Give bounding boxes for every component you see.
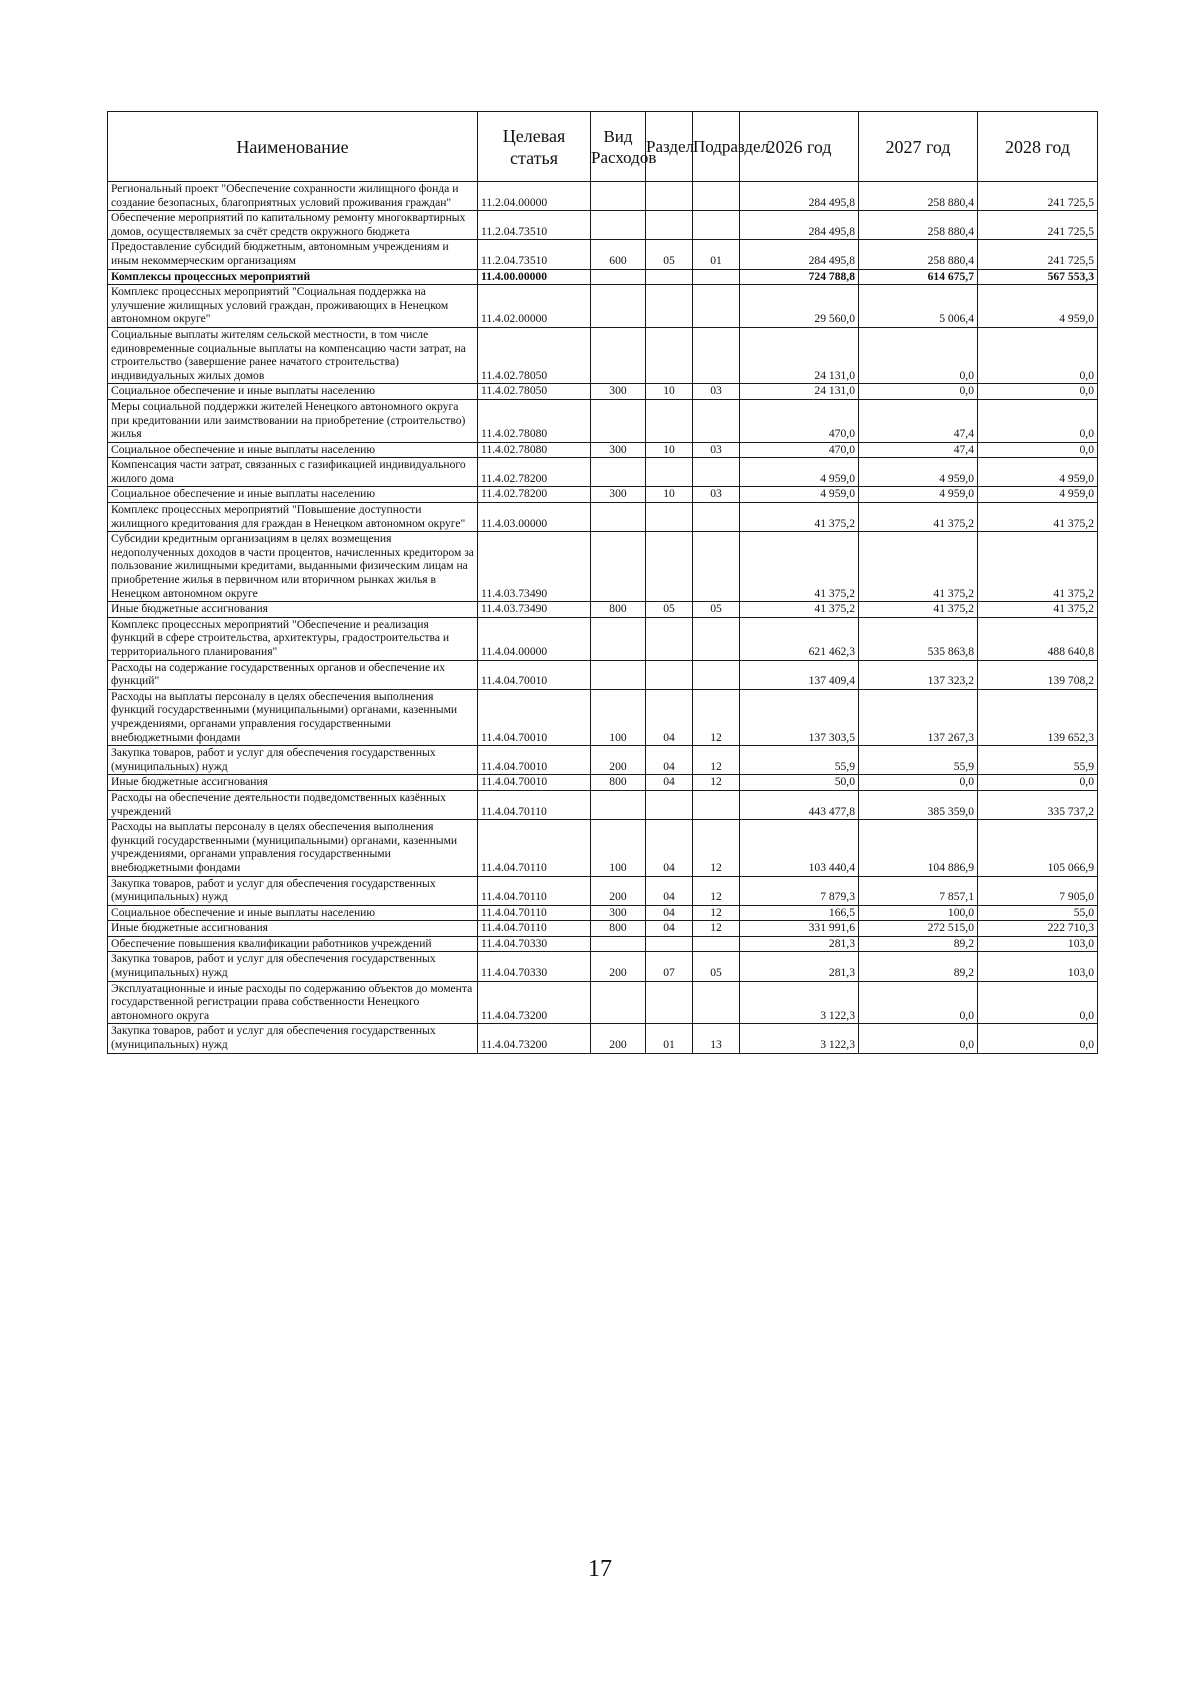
row-value-2027-cell: 5 006,4 [859,285,978,328]
header-2026: 2026 год [740,112,859,182]
table-row [108,905,1098,921]
row-target-article-cell: 11.4.03.00000 [478,503,591,532]
row-value-2028-cell: 7 905,0 [978,876,1098,905]
row-section-cell [646,790,693,819]
row-name-cell: Социальное обеспечение и иные выплаты населению [108,487,478,503]
row-value-2027-cell: 41 375,2 [859,602,978,618]
header-subsection: Подраздел [693,112,740,182]
row-expense-type-cell [591,285,646,328]
row-target-article-cell: 11.4.04.70110 [478,820,591,876]
row-target-article-cell: 11.4.02.00000 [478,285,591,328]
row-value-2026-cell: 41 375,2 [740,602,859,618]
row-value-2028-cell: 488 640,8 [978,617,1098,660]
row-value-2026-cell: 284 495,8 [740,240,859,269]
row-subsection-cell: 12 [693,905,740,921]
table-body [108,182,1098,1054]
row-value-2026-cell: 50,0 [740,775,859,791]
header-row [108,112,1098,182]
row-value-2027-cell: 272 515,0 [859,921,978,937]
row-value-2028-cell: 103,0 [978,936,1098,952]
row-subsection-cell [693,327,740,383]
header-2028: 2028 год [978,112,1098,182]
row-value-2027-cell: 0,0 [859,1024,978,1053]
row-value-2026-cell: 470,0 [740,399,859,442]
row-value-2026-cell: 41 375,2 [740,503,859,532]
row-target-article-cell: 11.4.03.73490 [478,602,591,618]
row-section-cell: 10 [646,442,693,458]
row-expense-type-cell [591,182,646,211]
row-target-article-cell: 11.2.04.73510 [478,240,591,269]
row-target-article-cell: 11.4.02.78050 [478,327,591,383]
row-name-cell: Иные бюджетные ассигнования [108,921,478,937]
row-value-2027-cell: 47,4 [859,442,978,458]
row-name-cell: Предоставление субсидий бюджетным, автономным учреждениям и иным некоммерческим организациям [108,240,478,269]
row-value-2026-cell: 41 375,2 [740,532,859,602]
row-expense-type-cell: 200 [591,1024,646,1053]
row-value-2026-cell: 3 122,3 [740,1024,859,1053]
table-row [108,285,1098,328]
row-section-cell [646,182,693,211]
row-value-2028-cell: 55,9 [978,746,1098,775]
row-subsection-cell [693,936,740,952]
row-section-cell: 07 [646,952,693,981]
row-value-2026-cell: 284 495,8 [740,211,859,240]
row-value-2027-cell: 614 675,7 [859,269,978,285]
table-row [108,981,1098,1024]
row-value-2028-cell: 4 959,0 [978,285,1098,328]
row-expense-type-cell: 800 [591,921,646,937]
table-row [108,876,1098,905]
row-value-2027-cell: 55,9 [859,746,978,775]
row-expense-type-cell: 100 [591,689,646,745]
row-section-cell [646,617,693,660]
row-section-cell [646,399,693,442]
row-name-cell: Иные бюджетные ассигнования [108,602,478,618]
row-subsection-cell: 12 [693,921,740,937]
row-value-2028-cell: 0,0 [978,384,1098,400]
row-expense-type-cell [591,936,646,952]
table-row [108,384,1098,400]
row-section-cell: 10 [646,487,693,503]
row-value-2027-cell: 41 375,2 [859,532,978,602]
row-subsection-cell [693,269,740,285]
table-row [108,617,1098,660]
row-target-article-cell: 11.4.00.00000 [478,269,591,285]
row-value-2026-cell: 7 879,3 [740,876,859,905]
row-name-cell: Меры социальной поддержки жителей Ненецкого автономного округа при кредитовании или заимствовании на приобретение (строительство) жилья [108,399,478,442]
row-name-cell: Компенсация части затрат, связанных с газификацией индивидуального жилого дома [108,458,478,487]
row-expense-type-cell: 800 [591,775,646,791]
table-row [108,820,1098,876]
table-row [108,442,1098,458]
row-value-2027-cell: 137 323,2 [859,660,978,689]
row-target-article-cell: 11.4.02.78080 [478,399,591,442]
row-target-article-cell: 11.4.04.70010 [478,689,591,745]
row-value-2028-cell: 0,0 [978,399,1098,442]
row-subsection-cell [693,458,740,487]
row-subsection-cell: 01 [693,240,740,269]
row-subsection-cell: 13 [693,1024,740,1053]
row-expense-type-cell: 100 [591,820,646,876]
header-expense-type: Вид Расходов [591,112,646,182]
row-expense-type-cell: 300 [591,905,646,921]
row-section-cell: 04 [646,876,693,905]
row-value-2026-cell: 470,0 [740,442,859,458]
row-section-cell [646,660,693,689]
row-name-cell: Комплекс процессных мероприятий "Повышение доступности жилищного кредитования для граждан в Ненецком автономном округе" [108,503,478,532]
row-name-cell: Региональный проект "Обеспечение сохранности жилищного фонда и создание безопасных, благоприятных условий проживания граждан" [108,182,478,211]
row-subsection-cell: 12 [693,746,740,775]
row-value-2027-cell: 89,2 [859,952,978,981]
row-expense-type-cell: 200 [591,952,646,981]
row-value-2028-cell: 41 375,2 [978,532,1098,602]
row-target-article-cell: 11.4.02.78200 [478,487,591,503]
row-subsection-cell [693,617,740,660]
row-target-article-cell: 11.2.04.73510 [478,211,591,240]
row-subsection-cell [693,981,740,1024]
row-name-cell: Субсидии кредитным организациям в целях возмещения недополученных доходов в части процентов, начисленных кредитором за пользование жилищными кредитами, выданными физическим лицам на приобретение жилья в первичном или вторичном рынках жилья в Ненецком автономном округе [108,532,478,602]
row-name-cell: Закупка товаров, работ и услуг для обеспечения государственных (муниципальных) нужд [108,1024,478,1053]
row-section-cell: 05 [646,240,693,269]
table-row [108,952,1098,981]
row-target-article-cell: 11.2.04.00000 [478,182,591,211]
row-name-cell: Расходы на содержание государственных органов и обеспечение их функций" [108,660,478,689]
row-value-2027-cell: 258 880,4 [859,240,978,269]
row-value-2026-cell: 166,5 [740,905,859,921]
row-value-2028-cell: 0,0 [978,981,1098,1024]
row-expense-type-cell: 300 [591,487,646,503]
row-value-2026-cell: 24 131,0 [740,327,859,383]
row-name-cell: Социальное обеспечение и иные выплаты населению [108,384,478,400]
page-number: 17 [588,1556,612,1582]
row-target-article-cell: 11.4.04.73200 [478,981,591,1024]
budget-table [107,111,1098,1054]
row-section-cell [646,269,693,285]
row-value-2027-cell: 385 359,0 [859,790,978,819]
row-name-cell: Закупка товаров, работ и услуг для обеспечения государственных (муниципальных) нужд [108,952,478,981]
row-value-2028-cell: 0,0 [978,442,1098,458]
row-section-cell [646,327,693,383]
row-subsection-cell [693,660,740,689]
row-value-2027-cell: 535 863,8 [859,617,978,660]
row-value-2028-cell: 0,0 [978,1024,1098,1053]
row-value-2028-cell: 139 708,2 [978,660,1098,689]
row-value-2028-cell: 41 375,2 [978,503,1098,532]
row-value-2026-cell: 443 477,8 [740,790,859,819]
table-row [108,269,1098,285]
row-value-2026-cell: 137 409,4 [740,660,859,689]
row-value-2028-cell: 241 725,5 [978,240,1098,269]
row-subsection-cell [693,211,740,240]
row-name-cell: Иные бюджетные ассигнования [108,775,478,791]
row-target-article-cell: 11.4.02.78200 [478,458,591,487]
header-target-article: Целевая статья [478,112,591,182]
row-section-cell [646,458,693,487]
row-expense-type-cell: 200 [591,876,646,905]
row-subsection-cell: 12 [693,876,740,905]
row-subsection-cell: 12 [693,689,740,745]
row-value-2028-cell: 139 652,3 [978,689,1098,745]
row-name-cell: Расходы на выплаты персоналу в целях обеспечения выполнения функций государственными (муниципальными) органами, казенными учреждениями, органами управления государственными внебюджетными фондами [108,689,478,745]
row-value-2026-cell: 331 991,6 [740,921,859,937]
row-name-cell: Социальные выплаты жителям сельской местности, в том числе единовременные социальные выплаты на компенсацию части затрат, на строительство (завершение ранее начатого строительства) индивидуальных жилых домов [108,327,478,383]
row-subsection-cell: 03 [693,487,740,503]
table-row [108,458,1098,487]
row-section-cell: 04 [646,921,693,937]
row-value-2026-cell: 137 303,5 [740,689,859,745]
row-target-article-cell: 11.4.04.70110 [478,790,591,819]
row-subsection-cell [693,790,740,819]
header-2027: 2027 год [859,112,978,182]
row-section-cell [646,285,693,328]
row-expense-type-cell [591,790,646,819]
row-expense-type-cell [591,660,646,689]
row-value-2027-cell: 0,0 [859,327,978,383]
row-value-2027-cell: 89,2 [859,936,978,952]
table-row [108,936,1098,952]
row-value-2026-cell: 55,9 [740,746,859,775]
row-value-2028-cell: 105 066,9 [978,820,1098,876]
table-row [108,503,1098,532]
row-value-2027-cell: 4 959,0 [859,487,978,503]
row-expense-type-cell: 600 [591,240,646,269]
header-section: Раздел [646,112,693,182]
row-name-cell: Социальное обеспечение и иные выплаты населению [108,442,478,458]
row-name-cell: Социальное обеспечение и иные выплаты населению [108,905,478,921]
row-target-article-cell: 11.4.04.00000 [478,617,591,660]
row-target-article-cell: 11.4.02.78080 [478,442,591,458]
row-value-2026-cell: 29 560,0 [740,285,859,328]
row-subsection-cell: 03 [693,384,740,400]
row-value-2028-cell: 222 710,3 [978,921,1098,937]
row-target-article-cell: 11.4.02.78050 [478,384,591,400]
row-expense-type-cell [591,399,646,442]
row-name-cell: Эксплуатационные и иные расходы по содержанию объектов до момента государственной регистрации права собственности Ненецкого автономного округа [108,981,478,1024]
table-row [108,1024,1098,1053]
table-row [108,660,1098,689]
row-expense-type-cell [591,269,646,285]
row-section-cell [646,981,693,1024]
row-value-2026-cell: 4 959,0 [740,487,859,503]
row-value-2027-cell: 0,0 [859,384,978,400]
row-section-cell: 04 [646,689,693,745]
row-target-article-cell: 11.4.03.73490 [478,532,591,602]
row-section-cell: 05 [646,602,693,618]
row-name-cell: Обеспечение повышения квалификации работников учреждений [108,936,478,952]
row-subsection-cell [693,182,740,211]
row-target-article-cell: 11.4.04.70330 [478,936,591,952]
row-value-2028-cell: 0,0 [978,327,1098,383]
row-section-cell: 04 [646,905,693,921]
row-value-2027-cell: 0,0 [859,775,978,791]
row-value-2026-cell: 3 122,3 [740,981,859,1024]
row-value-2026-cell: 4 959,0 [740,458,859,487]
header-name: Наименование [108,112,478,182]
row-expense-type-cell [591,327,646,383]
row-target-article-cell: 11.4.04.70330 [478,952,591,981]
row-subsection-cell [693,399,740,442]
row-name-cell: Расходы на обеспечение деятельности подведомственных казённых учреждений [108,790,478,819]
row-section-cell [646,211,693,240]
row-target-article-cell: 11.4.04.70010 [478,660,591,689]
row-section-cell [646,936,693,952]
table-row [108,689,1098,745]
row-value-2028-cell: 241 725,5 [978,182,1098,211]
row-expense-type-cell [591,532,646,602]
row-name-cell: Расходы на выплаты персоналу в целях обеспечения выполнения функций государственными (муниципальными) органами, казенными учреждениями, органами управления государственными внебюджетными фондами [108,820,478,876]
row-value-2028-cell: 103,0 [978,952,1098,981]
row-name-cell: Обеспечение мероприятий по капитальному ремонту многоквартирных домов, осуществляемых за счёт средств окружного бюджета [108,211,478,240]
row-value-2028-cell: 4 959,0 [978,458,1098,487]
row-section-cell [646,532,693,602]
row-target-article-cell: 11.4.04.73200 [478,1024,591,1053]
row-value-2028-cell: 0,0 [978,775,1098,791]
row-value-2028-cell: 4 959,0 [978,487,1098,503]
table-row [108,399,1098,442]
row-expense-type-cell: 200 [591,746,646,775]
table-row [108,746,1098,775]
table-row [108,211,1098,240]
row-subsection-cell: 12 [693,820,740,876]
row-section-cell: 10 [646,384,693,400]
row-value-2027-cell: 258 880,4 [859,211,978,240]
row-value-2026-cell: 281,3 [740,936,859,952]
row-value-2028-cell: 241 725,5 [978,211,1098,240]
row-expense-type-cell: 300 [591,384,646,400]
row-section-cell: 04 [646,746,693,775]
row-subsection-cell: 03 [693,442,740,458]
table-row [108,921,1098,937]
row-name-cell: Закупка товаров, работ и услуг для обеспечения государственных (муниципальных) нужд [108,876,478,905]
row-value-2027-cell: 137 267,3 [859,689,978,745]
row-value-2026-cell: 621 462,3 [740,617,859,660]
row-name-cell: Комплекс процессных мероприятий "Социальная поддержка на улучшение жилищных условий граждан, проживающих в Ненецком автономном округе" [108,285,478,328]
row-value-2027-cell: 7 857,1 [859,876,978,905]
table-row [108,487,1098,503]
row-name-cell: Комплексы процессных мероприятий [108,269,478,285]
row-subsection-cell: 05 [693,952,740,981]
row-section-cell: 04 [646,775,693,791]
row-expense-type-cell [591,458,646,487]
row-value-2027-cell: 258 880,4 [859,182,978,211]
table-row [108,182,1098,211]
row-expense-type-cell [591,503,646,532]
row-target-article-cell: 11.4.04.70110 [478,876,591,905]
row-value-2027-cell: 0,0 [859,981,978,1024]
row-subsection-cell [693,285,740,328]
row-target-article-cell: 11.4.04.70010 [478,746,591,775]
row-value-2027-cell: 4 959,0 [859,458,978,487]
row-value-2027-cell: 47,4 [859,399,978,442]
row-value-2026-cell: 103 440,4 [740,820,859,876]
row-value-2027-cell: 41 375,2 [859,503,978,532]
row-name-cell: Закупка товаров, работ и услуг для обеспечения государственных (муниципальных) нужд [108,746,478,775]
row-target-article-cell: 11.4.04.70110 [478,921,591,937]
row-section-cell: 01 [646,1024,693,1053]
row-name-cell: Комплекс процессных мероприятий "Обеспечение и реализация функций в сфере строительства, архитектуры, градостроительства и территориального планирования" [108,617,478,660]
row-value-2027-cell: 100,0 [859,905,978,921]
row-expense-type-cell: 800 [591,602,646,618]
row-subsection-cell: 05 [693,602,740,618]
row-expense-type-cell [591,211,646,240]
row-value-2028-cell: 55,0 [978,905,1098,921]
table-row [108,775,1098,791]
table-row [108,532,1098,602]
row-subsection-cell [693,503,740,532]
table-row [108,790,1098,819]
row-expense-type-cell [591,617,646,660]
row-expense-type-cell: 300 [591,442,646,458]
row-target-article-cell: 11.4.04.70110 [478,905,591,921]
row-value-2026-cell: 24 131,0 [740,384,859,400]
row-value-2028-cell: 567 553,3 [978,269,1098,285]
table-row [108,327,1098,383]
row-value-2028-cell: 41 375,2 [978,602,1098,618]
row-value-2028-cell: 335 737,2 [978,790,1098,819]
row-subsection-cell: 12 [693,775,740,791]
row-target-article-cell: 11.4.04.70010 [478,775,591,791]
row-subsection-cell [693,532,740,602]
row-expense-type-cell [591,981,646,1024]
row-section-cell: 04 [646,820,693,876]
table-row [108,240,1098,269]
table-row [108,602,1098,618]
row-value-2026-cell: 281,3 [740,952,859,981]
row-value-2026-cell: 284 495,8 [740,182,859,211]
row-value-2026-cell: 724 788,8 [740,269,859,285]
row-value-2027-cell: 104 886,9 [859,820,978,876]
row-section-cell [646,503,693,532]
